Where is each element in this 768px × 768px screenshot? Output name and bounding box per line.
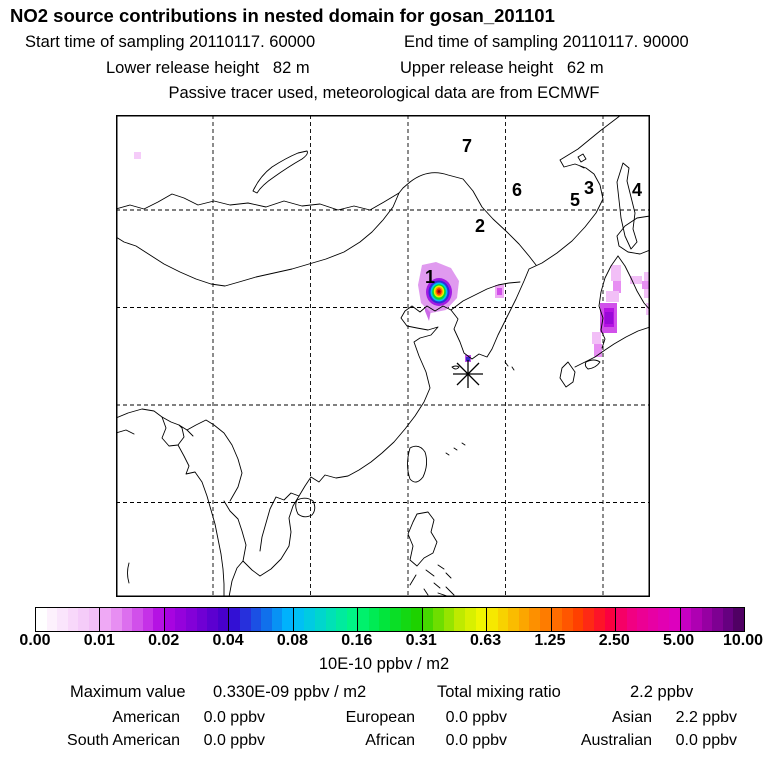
colorbar-segment <box>293 608 357 631</box>
start-time-label: Start time of sampling 20110117. 60000 <box>25 33 316 51</box>
lower-release-label: Lower release height 82 m <box>106 59 310 77</box>
colorbar-tick: 1.25 <box>534 632 566 649</box>
colorbar-segment <box>422 608 486 631</box>
contribution-region-label: American <box>112 709 180 726</box>
maximum-value: 0.330E-09 ppbv / m2 <box>213 683 367 701</box>
contribution-region-label: European <box>345 709 415 726</box>
colorbar-segment <box>164 608 228 631</box>
total-mixing-ratio-value: 2.2 ppbv <box>630 683 694 701</box>
receptor-asterisk-marker <box>453 360 483 388</box>
colorbar-tick: 0.63 <box>469 632 502 649</box>
colorbar-tick: 5.00 <box>663 632 695 649</box>
end-time-label: End time of sampling 20110117. 90000 <box>404 33 689 51</box>
colorbar-tick: 0.02 <box>148 632 180 649</box>
maximum-value-label: Maximum value <box>70 683 186 701</box>
tracer-note: Passive tracer used, meteorological data are from ECMWF <box>168 84 600 102</box>
colorbar-tick: 0.00 <box>19 632 51 649</box>
colorbar-segment <box>99 608 163 631</box>
colorbar-tick: 0.31 <box>405 632 437 649</box>
region-label-3: 3 <box>583 178 595 198</box>
region-label-7: 7 <box>461 136 473 156</box>
colorbar-segment <box>36 608 99 631</box>
colorbar-segment <box>680 608 744 631</box>
colorbar-tick: 0.16 <box>341 632 373 649</box>
region-label-4: 4 <box>631 180 643 200</box>
map-panel <box>116 115 650 597</box>
contribution-value: 2.2 ppbv <box>675 709 737 726</box>
page-title: NO2 source contributions in nested domain for gosan_201101 <box>10 5 555 26</box>
contribution-region-label: Asian <box>611 709 652 726</box>
colorbar-segment <box>615 608 679 631</box>
colorbar-units-label: 10E-10 ppbv / m2 <box>318 655 450 673</box>
colorbar-tick: 10.00 <box>722 632 764 649</box>
concentration-patches <box>134 152 650 362</box>
map-frame <box>117 116 650 597</box>
colorbar-tick: 0.04 <box>212 632 244 649</box>
colorbar-segment <box>551 608 615 631</box>
contribution-value: 0.0 ppbv <box>203 709 265 726</box>
colorbar-tick: 0.01 <box>83 632 115 649</box>
contribution-region-label: African <box>365 732 415 749</box>
region-label-2: 2 <box>474 216 486 236</box>
region-labels <box>425 136 642 287</box>
contribution-value: 0.0 ppbv <box>203 732 265 749</box>
latlon-grid <box>116 115 650 597</box>
contribution-value: 0.0 ppbv <box>445 732 507 749</box>
total-mixing-ratio-label: Total mixing ratio <box>437 683 561 701</box>
colorbar-segment <box>228 608 292 631</box>
colorbar-segment <box>486 608 550 631</box>
colorbar-tick: 2.50 <box>598 632 630 649</box>
colorbar <box>35 607 745 632</box>
region-label-6: 6 <box>511 180 523 200</box>
coastlines <box>116 115 650 597</box>
colorbar-segment <box>357 608 421 631</box>
colorbar-tick: 0.08 <box>276 632 309 649</box>
region-label-1: 1 <box>424 267 436 287</box>
contribution-value: 0.0 ppbv <box>675 732 737 749</box>
contribution-value: 0.0 ppbv <box>445 709 507 726</box>
region-label-5: 5 <box>569 190 581 210</box>
contribution-grid <box>30 709 737 750</box>
colorbar-ticks <box>0 632 768 652</box>
upper-release-label: Upper release height 62 m <box>400 59 604 77</box>
contribution-region-label: Australian <box>580 732 652 749</box>
contribution-region-label: South American <box>67 732 180 749</box>
